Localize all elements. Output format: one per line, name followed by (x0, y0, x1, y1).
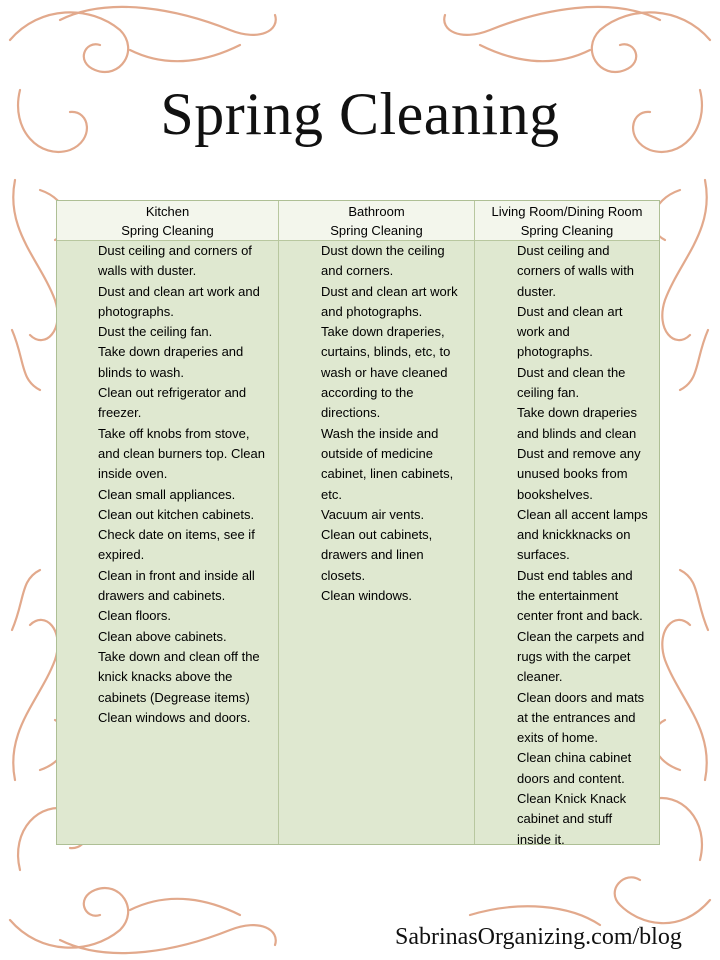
checklist-item (57, 241, 278, 282)
checklist-item-text: doors and content. (517, 770, 625, 786)
checklist-item-text: wash or have cleaned (321, 364, 448, 380)
checklist-item-text: Clean the carpets and (517, 628, 645, 644)
checklist-item (279, 586, 474, 606)
checklist-item-text: Dust and clean art work and (98, 283, 260, 299)
checklist-item-text: Clean floors. (98, 608, 171, 624)
checklist-item (475, 627, 659, 688)
checklist-item (279, 525, 474, 586)
checklist-item-text: photographs. (98, 303, 174, 319)
checklist-item-text: Dust and clean the (517, 364, 626, 380)
checklist-item-text: Dust the ceiling fan. (98, 324, 213, 340)
checklist-item-text: curtains, blinds, etc, to (321, 344, 451, 360)
checklist-item-text: Take down draperies (517, 405, 637, 421)
checklist-item (475, 789, 659, 850)
checklist-item (475, 241, 659, 302)
column-header (475, 201, 659, 241)
checklist-item (57, 627, 278, 647)
checklist-item (57, 606, 278, 626)
checklist-item-text: and clean burners top. Clean (98, 445, 265, 461)
checklist-item (57, 424, 278, 485)
checklist-item (475, 302, 659, 363)
checklist-item-text: Dust and clean art (517, 303, 623, 319)
footer-url: SabrinasOrganizing.com/blog (395, 924, 682, 950)
checklist-item (57, 383, 278, 424)
checklist-item (475, 403, 659, 444)
checklist-item-text: Clean small appliances. (98, 486, 236, 502)
checklist-item-text: Clean doors and mats (517, 689, 645, 705)
checklist-item-text: Dust and clean art work (321, 283, 458, 299)
cleaning-checklist-table (56, 200, 660, 845)
checklist-item-text: cabinet and stuff (517, 811, 613, 827)
checklist-item (475, 688, 659, 749)
checklist-item-text: work and (517, 324, 570, 340)
checklist-item-text: surfaces. (517, 547, 570, 563)
checklist-item-text: cabinet, linen cabinets, (321, 466, 454, 482)
checklist-item-text: and photographs. (321, 303, 423, 319)
checklist-item-text: corners of walls with (517, 263, 635, 279)
column-heading-room: Kitchen (145, 204, 190, 219)
checklist-item (475, 748, 659, 789)
column-heading-room: Living Room/Dining Room (491, 204, 643, 219)
checklist-item-text: Take down draperies and (98, 344, 244, 360)
checklist-item-text: exits of home. (517, 730, 598, 746)
checklist-item (279, 322, 474, 423)
checklist-item-text: the entertainment (517, 588, 619, 604)
checklist-item-text: according to the (321, 385, 414, 401)
checklist-item-text: blinds to wash. (98, 364, 184, 380)
checklist-item-text: at the entrances and (517, 709, 636, 725)
column-heading-subtitle: Spring Cleaning (520, 223, 614, 238)
checklist-item-text: center front and back. (517, 608, 643, 624)
column-header (57, 201, 278, 241)
checklist-item (57, 485, 278, 505)
column-heading-room: Bathroom (348, 204, 405, 219)
checklist-item-text: Dust ceiling and (517, 243, 610, 258)
checklist-item-text: Vacuum air vents. (321, 506, 425, 522)
checklist-item-text: Clean windows and doors. (98, 709, 251, 725)
checklist-item-text: rugs with the carpet (517, 648, 631, 664)
column-header (279, 201, 474, 241)
checklist-item (57, 322, 278, 342)
checklist-item (57, 566, 278, 607)
checklist-item (475, 566, 659, 627)
checklist-item-text: Clean all accent lamps (517, 506, 648, 522)
checklist-item-text: Clean in front and inside all (98, 567, 255, 583)
checklist-item (57, 342, 278, 383)
checklist-item-text: ceiling fan. (517, 385, 580, 401)
checklist-item-text: and knickknacks on (517, 527, 631, 543)
checklist-item (279, 505, 474, 525)
checklist-item-text: etc. (321, 486, 342, 502)
checklist-item-text: Clean out refrigerator and (98, 385, 247, 401)
checklist-item-text: duster. (517, 283, 557, 299)
checklist-item (57, 505, 278, 566)
checklist-item-text: Check date on items, see if (98, 527, 255, 543)
checklist-item (279, 424, 474, 505)
checklist-item (475, 363, 659, 404)
checklist-item-text: photographs. (517, 344, 593, 360)
checklist-item-text: expired. (98, 547, 145, 563)
checklist-item-text: Dust and remove any (517, 445, 641, 461)
checklist-item-text: Clean windows. (321, 588, 413, 604)
page-title: Spring Cleaning (160, 81, 560, 147)
kitchen-column (57, 201, 279, 844)
checklist-item-text: and blinds and clean (517, 425, 637, 441)
checklist-item-text: Dust end tables and (517, 567, 633, 583)
checklist-item-text: unused books from (517, 466, 628, 482)
task-list (57, 241, 278, 728)
checklist-item-text: outside of medicine (321, 445, 434, 461)
checklist-item-text: Take off knobs from stove, (98, 425, 250, 441)
checklist-item-text: Clean above cabinets. (98, 628, 227, 644)
checklist-item-text: Clean china cabinet (517, 750, 632, 766)
checklist-item-text: cleaner. (517, 669, 563, 685)
checklist-item-text: knick knacks above the (98, 669, 233, 685)
checklist-item-text: drawers and cabinets. (98, 588, 226, 604)
checklist-item (57, 708, 278, 728)
checklist-item-text: inside it. (517, 831, 565, 847)
column-heading-subtitle: Spring Cleaning (330, 223, 423, 238)
checklist-item-text: and corners. (321, 263, 394, 279)
checklist-item (279, 241, 474, 282)
checklist-item-text: Wash the inside and (321, 425, 439, 441)
checklist-item (475, 505, 659, 566)
task-list (475, 241, 659, 850)
checklist-item-text: Take down draperies, (321, 324, 445, 340)
checklist-item-text: Take down and clean off the (98, 648, 260, 664)
checklist-item (57, 282, 278, 323)
checklist-item (57, 647, 278, 708)
task-list (279, 241, 474, 606)
checklist-item-text: Dust ceiling and corners of (98, 243, 252, 258)
checklist-item-text: cabinets (Degrease items) (98, 689, 250, 705)
living-dining-column (475, 201, 659, 847)
checklist-item-text: freezer. (98, 405, 142, 421)
bathroom-column (279, 201, 475, 844)
checklist-item (475, 444, 659, 505)
checklist-item-text: bookshelves. (517, 486, 593, 502)
checklist-item (279, 282, 474, 323)
checklist-item-text: Clean out cabinets, (321, 527, 433, 543)
checklist-item-text: closets. (321, 567, 366, 583)
checklist-item-text: Clean Knick Knack (517, 791, 627, 807)
column-heading-subtitle: Spring Cleaning (121, 223, 214, 238)
checklist-item-text: walls with duster. (98, 263, 197, 279)
checklist-item-text: directions. (321, 405, 381, 421)
checklist-item-text: inside oven. (98, 466, 168, 482)
checklist-item-text: Dust down the ceiling (321, 243, 445, 258)
checklist-item-text: Clean out kitchen cabinets. (98, 506, 255, 522)
checklist-item-text: drawers and linen (321, 547, 424, 563)
